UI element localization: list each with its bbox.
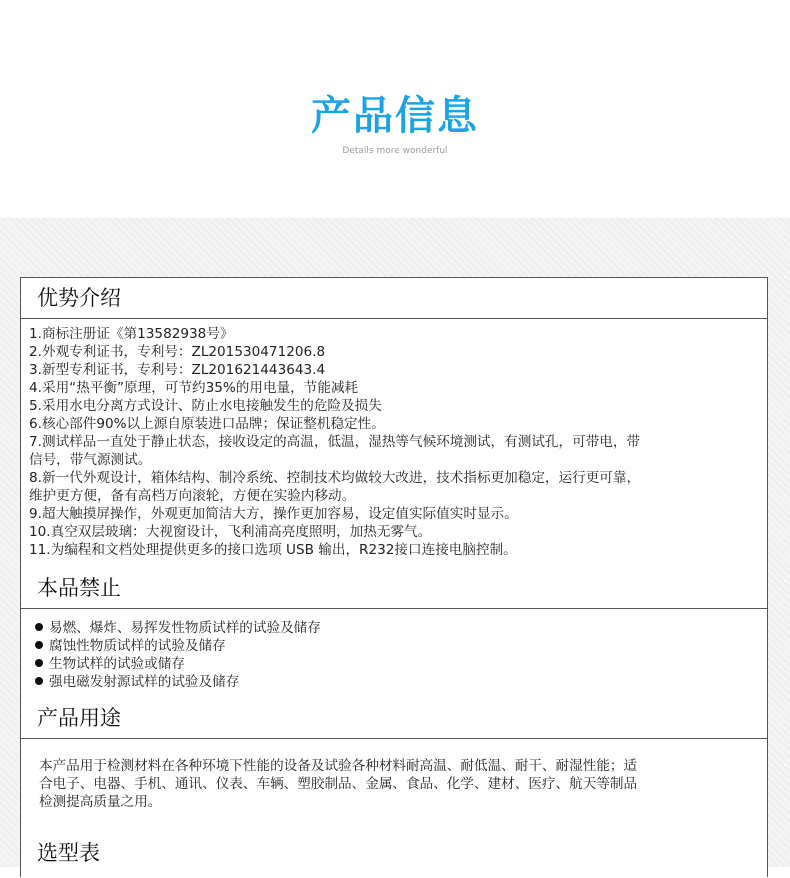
page-subtitle: Details more wonderful xyxy=(342,146,448,156)
advantage-line: 3.新型专利证书，专利号：ZL201621443643.4 xyxy=(29,362,326,378)
bullet-icon xyxy=(35,623,43,631)
advantage-line: 6.核心部件90%以上源自原装进口品牌；保证整机稳定性。 xyxy=(29,416,385,432)
advantage-line: 4.采用“热平衡”原理，可节约35%的用电量，节能减耗 xyxy=(29,380,359,396)
advantage-line: 信号，带气源测试。 xyxy=(29,452,152,468)
usage-line: 合电子、电器、手机、通讯、仪表、车辆、塑胶制品、金属、食品、化学、建材、医疗、航天等制品 xyxy=(39,776,638,792)
section-heading-prohibited: 本品禁止 xyxy=(21,568,767,609)
advantage-line: 9.超大触摸屏操作，外观更加简洁大方，操作更加容易，设定值实际值实时显示。 xyxy=(29,506,518,522)
product-info-panel xyxy=(20,277,768,877)
prohibited-item: 腐蚀性物质试样的试验及储存 xyxy=(35,637,226,655)
page-header xyxy=(0,0,790,218)
prohibited-item: 强电磁发射源试样的试验及储存 xyxy=(35,673,239,691)
advantage-line: 10.真空双层玻璃：大视窗设计，飞利浦高亮度照明，加热无雾气。 xyxy=(29,524,432,540)
page-title: 产品信息 xyxy=(311,93,479,139)
section-heading-selection: 选型表 xyxy=(21,830,767,878)
advantage-line: 5.采用水电分离方式设计、防止水电接触发生的危险及损失 xyxy=(29,398,382,414)
advantage-line: 1.商标注册证《第13582938号》 xyxy=(29,326,234,342)
advantage-line: 7.测试样品一直处于静止状态，接收设定的高温，低温，湿热等气候环境测试，有测试孔，可带电，带 xyxy=(29,434,641,450)
bullet-icon xyxy=(35,677,43,685)
bullet-icon xyxy=(35,641,43,649)
usage-line: 检测提高质量之用。 xyxy=(39,794,162,810)
usage-description xyxy=(21,739,767,831)
prohibited-item: 生物试样的试验或储存 xyxy=(35,655,185,673)
advantages-list xyxy=(21,319,767,569)
bullet-icon xyxy=(35,659,43,667)
section-heading-advantages: 优势介绍 xyxy=(21,278,767,319)
usage-line: 本产品用于检测材料在各种环境下性能的设备及试验各种材料耐高温、耐低温、耐干、耐湿性能；适 xyxy=(39,758,638,774)
advantage-line: 8.新一代外观设计，箱体结构、制冷系统、控制技术均做较大改进，技术指标更加稳定，运行更可靠， xyxy=(29,470,641,486)
advantage-line: 2.外观专利证书，专利号：ZL201530471206.8 xyxy=(29,344,326,360)
advantage-line: 维护更方便，备有高档万向滚轮，方便在实验内移动。 xyxy=(29,488,356,504)
advantage-line: 11.为编程和文档处理提供更多的接口选项 USB 输出，R232接口连接电脑控制。 xyxy=(29,542,517,558)
prohibited-item: 易燃、爆炸、易挥发性物质试样的试验及储存 xyxy=(35,619,321,637)
section-heading-usage: 产品用途 xyxy=(21,698,767,739)
prohibited-list xyxy=(21,609,767,699)
